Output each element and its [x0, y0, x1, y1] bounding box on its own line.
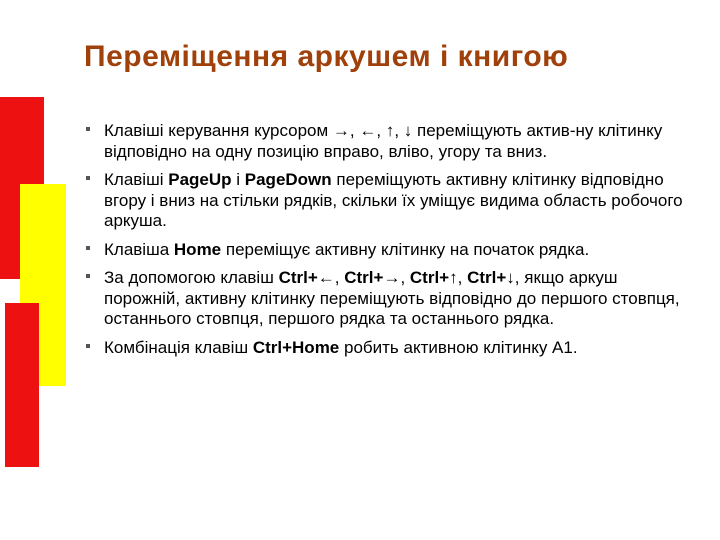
list-item-text	[104, 240, 690, 261]
text-segment: і	[231, 170, 245, 189]
text-segment: Комбінація клавіш	[104, 337, 253, 357]
key-name: Ctrl+→	[344, 268, 401, 287]
key-name: PageUp	[168, 170, 232, 189]
square-bullet-icon	[86, 344, 90, 348]
square-bullet-icon	[86, 246, 90, 250]
key-name: Ctrl+↓	[467, 268, 515, 287]
key-name: Home	[173, 239, 222, 259]
key-name: PageDown	[244, 170, 332, 189]
square-bullet-icon	[86, 176, 90, 180]
text-segment: ,	[334, 268, 345, 287]
list-item-text	[104, 121, 690, 162]
text-segment: переміщують активну клітинку відповідно вгору і вниз на стільки рядків, скільки їх уміщує видима область робочого аркуша.	[104, 170, 683, 230]
text-segment: За допомогою клавіш	[104, 268, 279, 287]
decor-red-block-bottom	[5, 303, 39, 467]
list-item	[84, 240, 690, 261]
text-segment: ,	[400, 268, 410, 287]
text-segment: Клавіші	[104, 170, 169, 189]
list-item-text	[104, 170, 690, 232]
list-item-text	[104, 268, 690, 330]
text-segment: Клавіші керування курсором →, ←, ↑, ↓ переміщують актив-ну клітинку відповідно на одну позицію вправо, вліво, угору та вниз.	[104, 121, 663, 161]
square-bullet-icon	[86, 274, 90, 278]
text-segment: робить активною клітинку A1.	[339, 337, 578, 357]
text-segment: ,	[457, 268, 468, 287]
list-item	[84, 121, 690, 162]
bullet-list	[84, 121, 690, 366]
key-name: Ctrl+Home	[252, 337, 340, 357]
list-item-text	[104, 338, 690, 359]
key-name: Ctrl+↑	[409, 268, 458, 287]
text-segment: переміщує активну клітинку на початок рядка.	[221, 239, 590, 259]
list-item	[84, 170, 690, 232]
text-segment: , якщо аркуш порожній, активну клітинку переміщують відповідно до першого стовпця, останнього стовпця, першого рядка та останнього рядка.	[104, 268, 680, 328]
list-item	[84, 268, 690, 330]
text-segment: Клавіша	[104, 239, 174, 259]
key-name: Ctrl+←	[278, 268, 335, 287]
list-item	[84, 338, 690, 359]
slide-title: Переміщення аркушем і книгою	[84, 40, 569, 73]
square-bullet-icon	[86, 127, 90, 131]
